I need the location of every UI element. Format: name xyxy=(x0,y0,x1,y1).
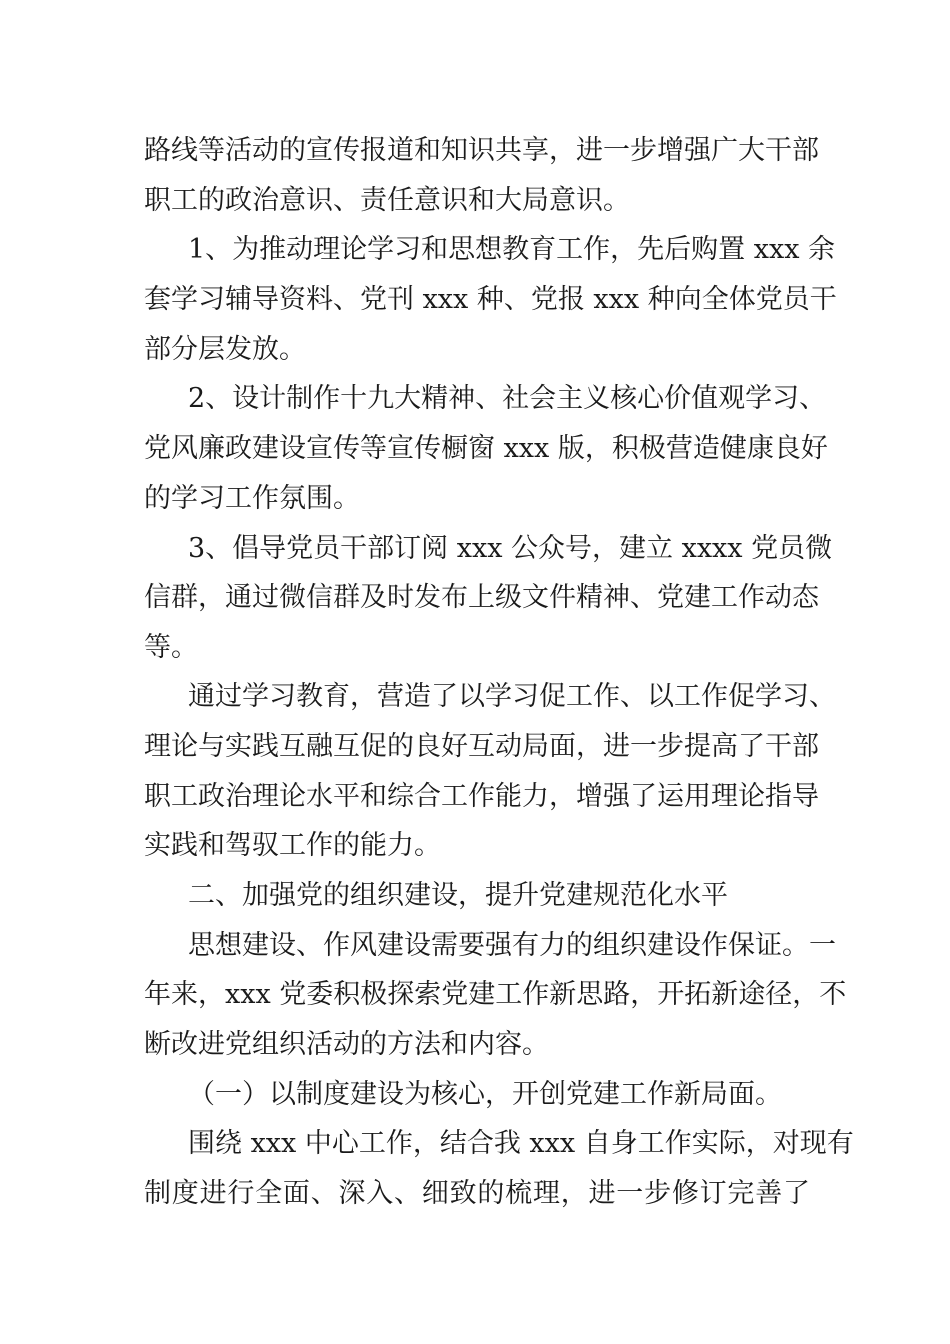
text-line: 的学习工作氛围。 xyxy=(144,483,360,514)
text-line: 党风廉政建设宣传等宣传橱窗 xxx 版，积极营造健康良好 xyxy=(144,433,828,464)
section-heading: 二、加强党的组织建设，提升党建规范化水平 xyxy=(188,880,728,911)
text-line: 围绕 xxx 中心工作，结合我 xxx 自身工作实际，对现有 xyxy=(188,1128,854,1159)
text-line: 年来，xxx 党委积极探索党建工作新思路，开拓新途径，不 xyxy=(144,979,847,1010)
text-line: 套学习辅导资料、党刊 xxx 种、党报 xxx 种向全体党员干 xyxy=(144,284,837,315)
text-line: 3、倡导党员干部订阅 xxx 公众号，建立 xxxx 党员微 xyxy=(188,533,833,564)
text-line: 通过学习教育，营造了以学习促工作、以工作促学习、 xyxy=(188,681,836,712)
text-line: 理论与实践互融互促的良好互动局面，进一步提高了干部 xyxy=(144,731,819,762)
text-line: 等。 xyxy=(144,632,198,663)
text-line: 职工政治理论水平和综合工作能力，增强了运用理论指导 xyxy=(144,781,819,812)
text-line: 断改进党组织活动的方法和内容。 xyxy=(144,1029,549,1060)
text-line: 实践和驾驭工作的能力。 xyxy=(144,830,441,861)
text-line: 路线等活动的宣传报道和知识共享，进一步增强广大干部 xyxy=(144,135,819,166)
text-line: 职工的政治意识、责任意识和大局意识。 xyxy=(144,185,630,216)
text-line: 制度进行全面、深入、细致的梳理，进一步修订完善了 xyxy=(144,1178,810,1209)
subsection-heading: （一）以制度建设为核心，开创党建工作新局面。 xyxy=(188,1079,782,1110)
text-line: 1、为推动理论学习和思想教育工作，先后购置 xxx 余 xyxy=(188,234,836,265)
text-line: 2、设计制作十九大精神、社会主义核心价值观学习、 xyxy=(188,383,827,414)
text-line: 信群，通过微信群及时发布上级文件精神、党建工作动态 xyxy=(144,582,819,613)
text-line: 思想建设、作风建设需要强有力的组织建设作保证。一 xyxy=(188,930,836,961)
text-line: 部分层发放。 xyxy=(144,334,306,365)
